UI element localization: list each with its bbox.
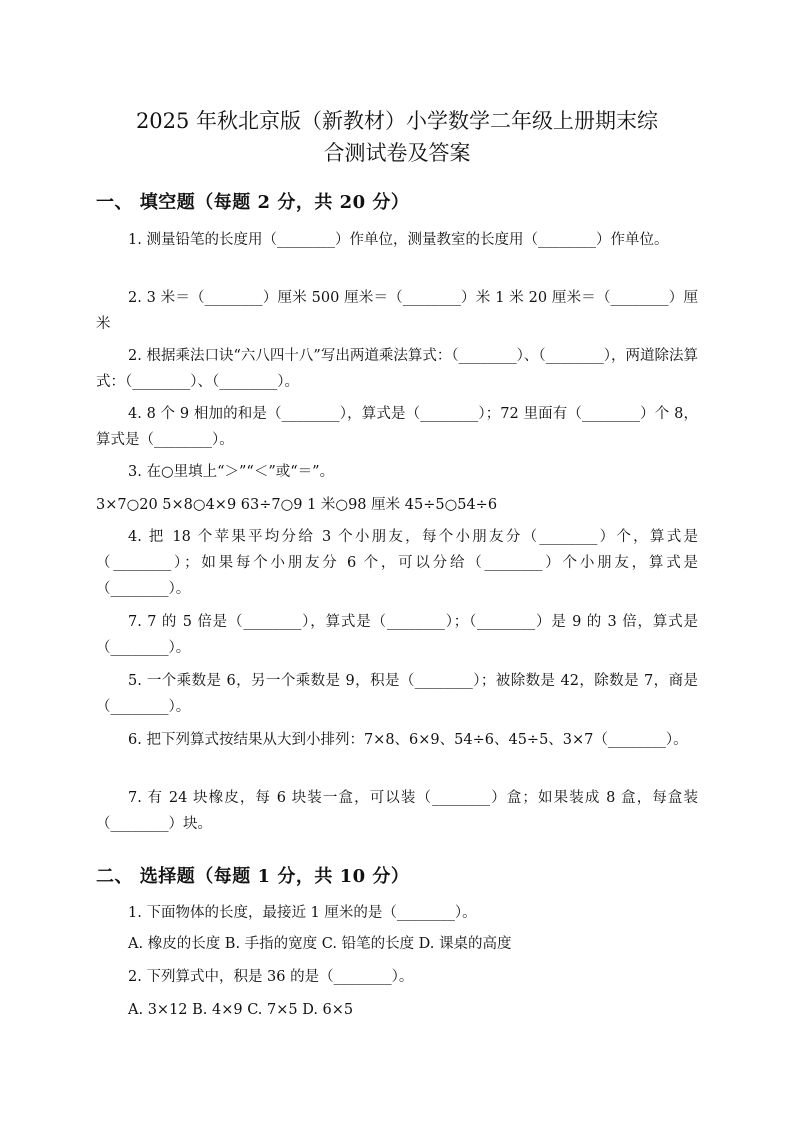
question-1-4: 4. 8 个 9 相加的和是（________），算式是（________）；72 里面有（________）个 8，算式是（________）。 <box>96 406 698 448</box>
question-2-2-options: A. 3×12 B. 4×9 C. 7×5 D. 6×5 <box>128 1002 354 1018</box>
section-heading-multiple-choice: 二、 选择题（每题 1 分，共 10 分） <box>96 866 410 887</box>
document-title-line2: 合测试卷及答案 <box>323 141 471 165</box>
question-1-5: 3. 在○里填上“＞”“＜”或“＝”。 <box>128 464 335 480</box>
question-1-10: 7. 有 24 块橡皮，每 6 块装一盒，可以装（________）盒；如果装成 8 盒，每盒装（________）块。 <box>96 790 698 832</box>
question-2-1-options: A. 橡皮的长度 B. 手指的宽度 C. 铅笔的长度 D. 课桌的高度 <box>128 936 512 952</box>
question-1-5-expressions: 3×7○20 5×8○4×9 63÷7○9 1 米○98 厘米 45÷5○54÷6 <box>96 497 498 513</box>
question-1-2: 2. 3 米＝（________）厘米 500 厘米＝（________）米 1 米 20 厘米＝（________）厘米 <box>96 290 698 332</box>
question-2-1: 1. 下面物体的长度，最接近 1 厘米的是（________）。 <box>128 905 477 921</box>
question-1-8: 5. 一个乘数是 6，另一个乘数是 9，积是（________）；被除数是 42，除数是 7，商是（________）。 <box>96 673 698 715</box>
document-title-line1: 2025 年秋北京版（新教材）小学数学二年级上册期末综 <box>135 109 659 133</box>
question-1-7: 7. 7 的 5 倍是（________），算式是（________）；（________）是 9 的 3 倍，算式是（________）。 <box>96 614 698 656</box>
question-1-1: 1. 测量铅笔的长度用（________）作单位，测量教室的长度用（________）作单位。 <box>128 232 669 248</box>
question-1-6: 4. 把 18 个苹果平均分给 3 个小朋友，每个小朋友分（________）个，算式是（________）；如果每个小朋友分 6 个，可以分给（________）个小朋友，算式是（________）。 <box>96 529 698 597</box>
question-1-3: 2. 根据乘法口诀“六八四十八”写出两道乘法算式：（________）、（________），两道除法算式：（________）、（________）。 <box>96 348 698 390</box>
question-2-2: 2. 下列算式中，积是 36 的是（________）。 <box>128 969 414 985</box>
question-1-9: 6. 把下列算式按结果从大到小排列：7×8、6×9、54÷6、45÷5、3×7（________）。 <box>128 732 688 748</box>
section-heading-fill-blank: 一、 填空题（每题 2 分，共 20 分） <box>96 192 410 213</box>
